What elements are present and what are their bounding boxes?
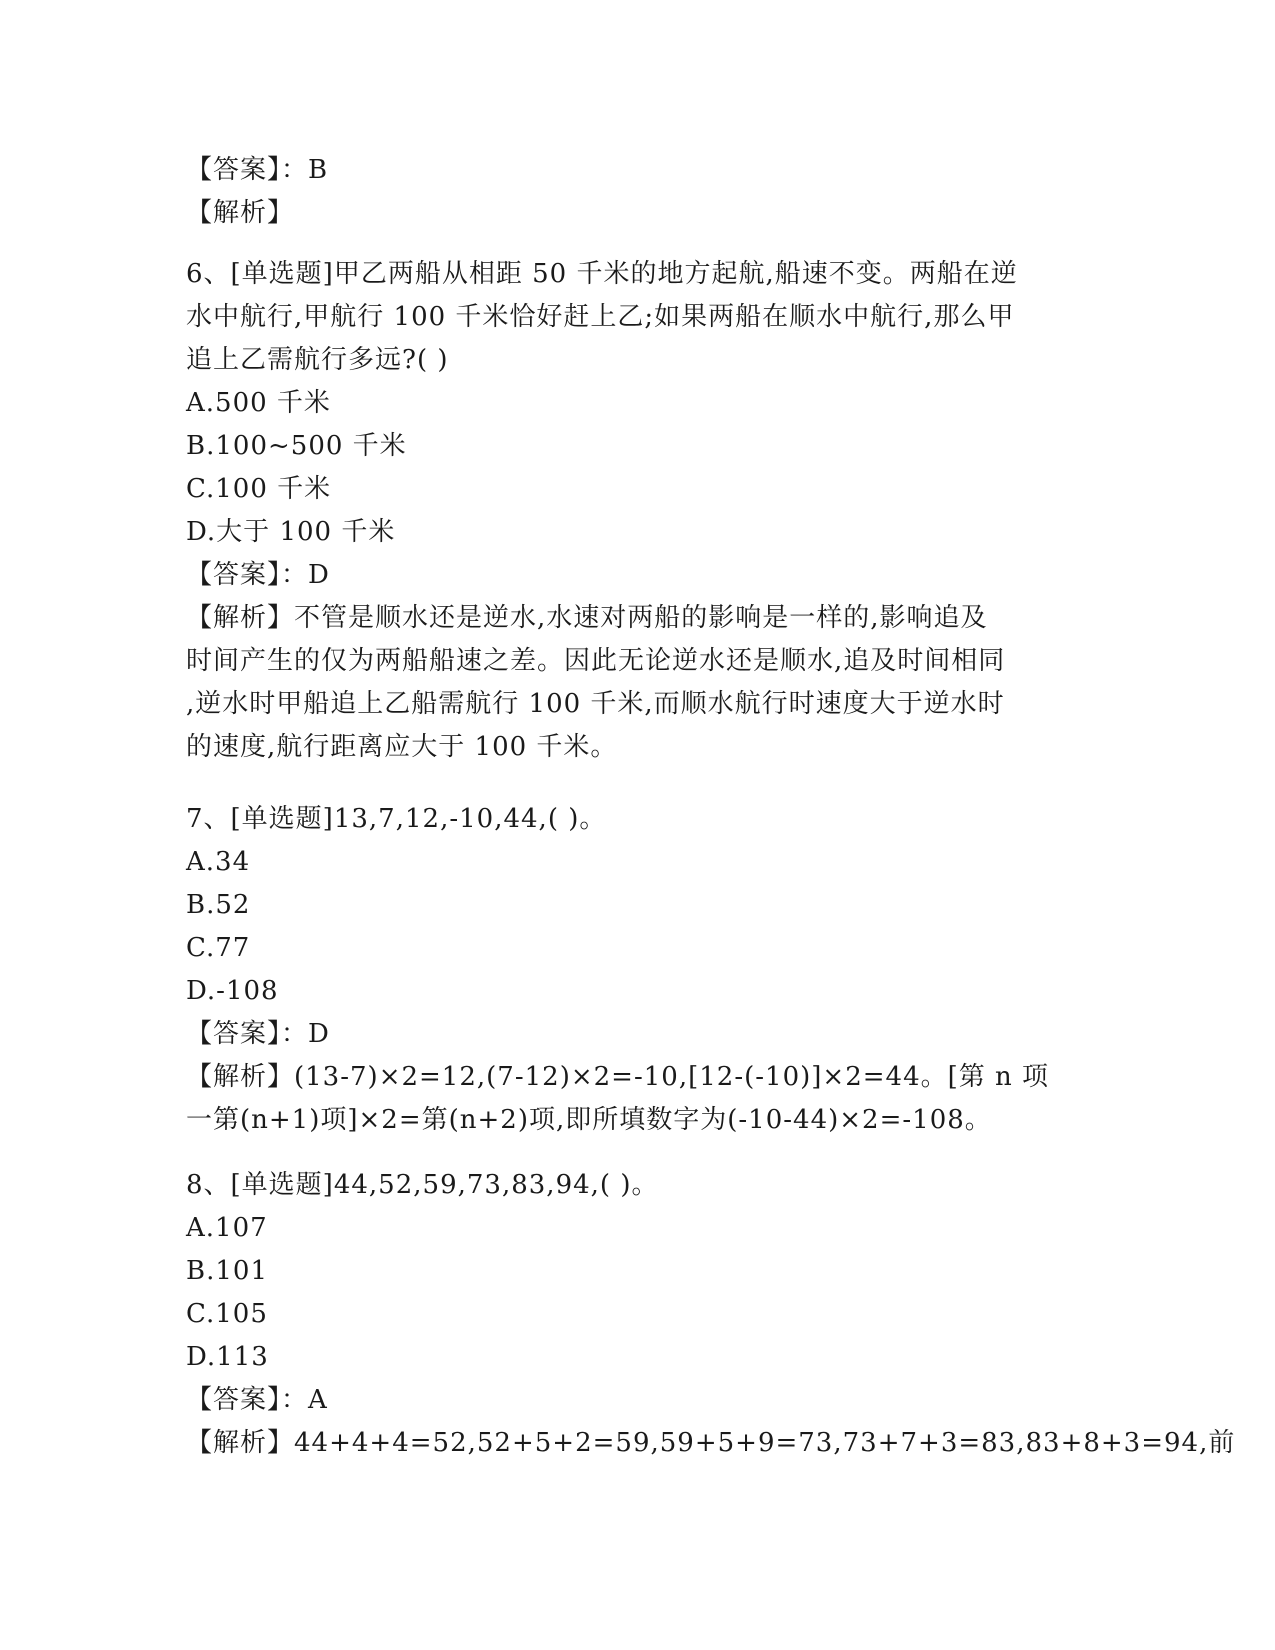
analysis-line: 的速度,航行距离应大于 100 千米。 (186, 732, 618, 762)
question-8 (186, 1164, 1236, 1465)
question-stem-line: 6、[单选题]甲乙两船从相距 50 千米的地方起航,船速不变。两船在逆 (186, 259, 1018, 289)
option-b: B.100~500 千米 (186, 431, 407, 461)
analysis-line: 【解析】不管是顺水还是逆水,水速对两船的影响是一样的,影响追及 (186, 603, 988, 633)
answer-line: 【答案】：B (186, 155, 329, 185)
question-6 (186, 253, 1076, 769)
option-d: D.-108 (186, 976, 279, 1006)
option-d: D.大于 100 千米 (186, 517, 396, 547)
analysis-line: 一第(n+1)项]×2=第(n+2)项,即所填数字为(-10-44)×2=-108。 (186, 1105, 992, 1135)
question-stem-line: 追上乙需航行多远?( ) (186, 345, 449, 375)
answer-line: 【答案】：D (186, 1019, 330, 1049)
analysis-line: ,逆水时甲船追上乙船需航行 100 千米,而顺水航行时速度大于逆水时 (186, 689, 1005, 719)
option-a: A.500 千米 (186, 388, 331, 418)
analysis-line: 【解析】 (186, 198, 295, 228)
option-a: A.34 (186, 847, 251, 877)
option-b: B.101 (186, 1256, 268, 1286)
option-c: C.77 (186, 933, 251, 963)
question-7 (186, 798, 1076, 1142)
question-stem-line: 7、[单选题]13,7,12,-10,44,( )。 (186, 804, 607, 834)
answer-line: 【答案】：D (186, 560, 330, 590)
option-a: A.107 (186, 1213, 268, 1243)
option-c: C.100 千米 (186, 474, 332, 504)
analysis-line: 时间产生的仅为两船船速之差。因此无论逆水还是顺水,追及时间相同 (186, 646, 1006, 676)
analysis-line: 【解析】(13-7)×2=12,(7-12)×2=-10,[12-(-10)]×2=44。[第 n 项 (186, 1062, 1050, 1092)
option-b: B.52 (186, 890, 251, 920)
question-stem-line: 水中航行,甲航行 100 千米恰好赶上乙;如果两船在顺水中航行,那么甲 (186, 302, 1015, 332)
question-stem-line: 8、[单选题]44,52,59,73,83,94,( )。 (186, 1170, 659, 1200)
analysis-line: 【解析】44+4+4=52,52+5+2=59,59+5+9=73,73+7+3=83,83+8+3=94,前 (186, 1428, 1236, 1458)
question-5-tail (186, 149, 1076, 235)
answer-line: 【答案】：A (186, 1385, 328, 1415)
option-c: C.105 (186, 1299, 268, 1329)
option-d: D.113 (186, 1342, 269, 1372)
